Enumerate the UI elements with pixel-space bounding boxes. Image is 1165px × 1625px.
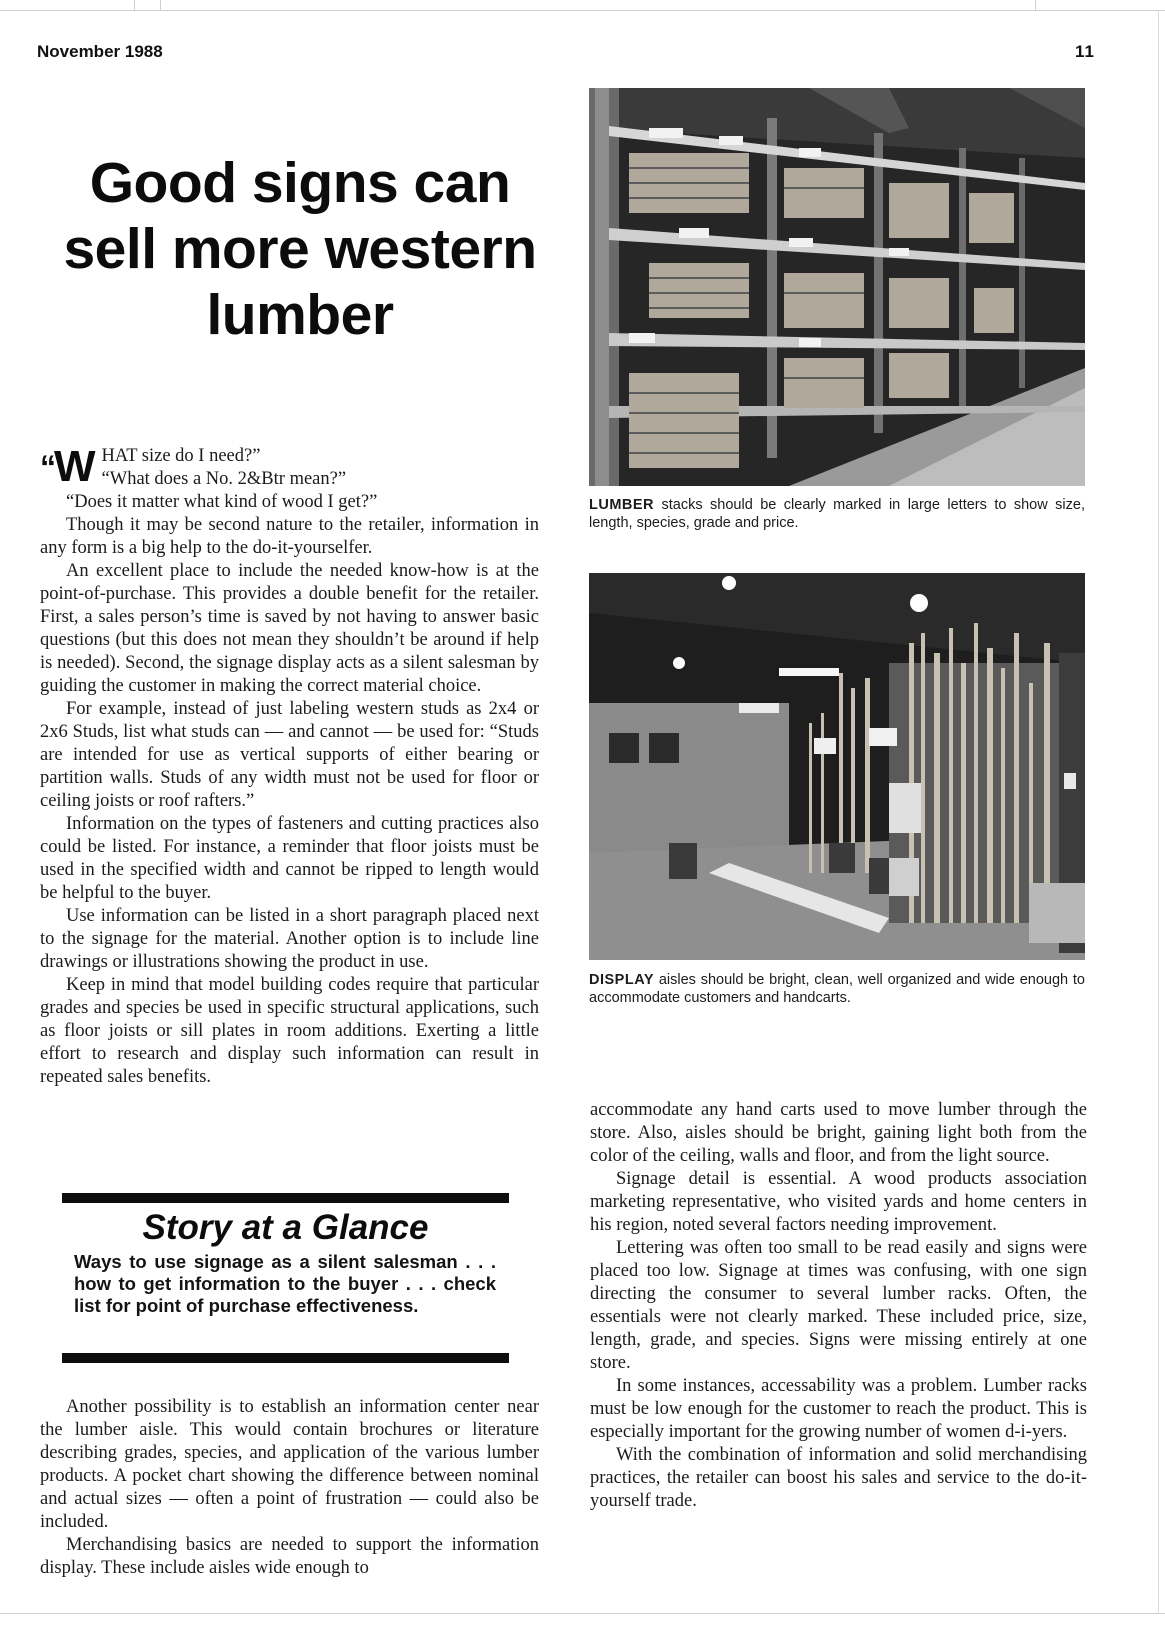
lumber-photo-caption [589,496,1085,532]
drop-cap-quote: “ [40,449,54,485]
glance-rule-bottom [62,1353,509,1363]
page-frame-bottom [0,1613,1165,1614]
glance-body: Ways to use signage as a silent salesman . . . how to get information to the buyer . . . check list for point of purchase effectiveness. [74,1251,496,1316]
body-paragraph: Information on the types of fasteners and cutting practices also could be listed. For instance, a reminder that floor joists must be used in the specified width and cannot be ripped to length would be helpful to the buyer. [40,814,539,903]
frame-tick [160,0,161,10]
article-column-3 [590,1099,1087,1513]
caption-text: aisles should be bright, clean, well organized and wide enough to accommodate customers and handcarts. [589,972,1085,1006]
caption-text: stacks should be clearly marked in large letters to show size, length, species, grade and price. [589,497,1085,531]
display-photo-caption [589,971,1085,1007]
body-paragraph: Signage detail is essential. A wood products association marketing representative, who visited yards and home centers in his region, noted several factors needing improvement. [590,1169,1087,1235]
lumber-rack-photo [589,88,1085,486]
body-paragraph: With the combination of information and solid merchandising practices, the retailer can boost his sales and service to the do-it-yourself trade. [590,1445,1087,1511]
frame-tick [1035,0,1036,10]
body-paragraph: Though it may be second nature to the retailer, information in any form is a big help to the do-it-yourselfer. [40,515,539,558]
body-paragraph: “Does it matter what kind of wood I get?” [66,492,378,512]
page-frame-right [1158,10,1159,1614]
body-paragraph: Merchandising basics are needed to support the information display. These include aisles wide enough to [40,1535,539,1578]
body-paragraph: Use information can be listed in a short paragraph placed next to the signage for the material. Another option is to include line drawings or illustrations showing the product in use. [40,906,539,972]
article-headline: Good signs can sell more western lumber [63,151,537,347]
article-column-2 [40,1396,539,1580]
glance-rule-top [62,1193,509,1203]
body-paragraph: HAT size do I need?” [101,446,261,466]
body-paragraph: For example, instead of just labeling western studs as 2x4 or 2x6 Studs, list what studs can — and cannot — be used for: “Studs are intended for use as vertical supports of either bearing or partition walls. Studs of any width must not be used for floor or ceiling joists or roof rafters.” [40,699,539,811]
display-aisle-photo [589,573,1085,960]
body-paragraph: “What does a No. 2&Btr mean?” [101,469,347,489]
caption-lead: LUMBER [589,497,655,513]
body-paragraph: In some instances, accessability was a problem. Lumber racks must be low enough for the customer to reach the product. This is especially important for the growing number of women d-i-yers. [590,1376,1087,1442]
page-number: 11 [1075,42,1095,61]
glance-title: Story at a Glance [142,1208,429,1247]
body-paragraph: accommodate any hand carts used to move lumber through the store. Also, aisles should be bright, gaining light both from the color of the ceiling, walls and floor, and from the light source. [590,1100,1087,1166]
drop-cap-letter: W [54,442,96,491]
drop-cap [40,442,96,491]
page-frame-top [0,10,1165,11]
body-paragraph: An excellent place to include the needed know-how is at the point-of-purchase. This provides a double benefit for the retailer. First, a sales person’s time is saved by not having to answer basic questions (but this does not mean they shouldn’t be around if help is needed). Second, the signage display acts as a silent salesman by guiding the customer in making the correct material choice. [40,561,539,696]
issue-date: November 1988 [37,42,163,61]
caption-lead: DISPLAY [589,972,655,988]
frame-tick [134,0,135,10]
body-paragraph: Keep in mind that model building codes require that particular grades and species be used in specific structural applications, such as floor joists or sill plates in room additions. Exerting a little effort to research and display such information can result in repeated sales benefits. [40,975,539,1087]
body-paragraph: Lettering was often too small to be read easily and signs were placed too low. Signage at times was confusing, with one sign directing the consumer to several lumber racks. Often, the essentials were not clearly marked. These included price, size, length, grade, and species. Signs were missing entirely at one store. [590,1238,1087,1373]
body-paragraph: Another possibility is to establish an information center near the lumber aisle. This would contain brochures or literature describing grades, species, and application of the various lumber products. A pocket chart showing the difference between nominal and actual sizes — often a point of frustration — could also be included. [40,1397,539,1532]
opening-paragraph [40,442,539,491]
article-column-1 [40,442,539,1089]
story-at-a-glance-box [62,1193,509,1363]
